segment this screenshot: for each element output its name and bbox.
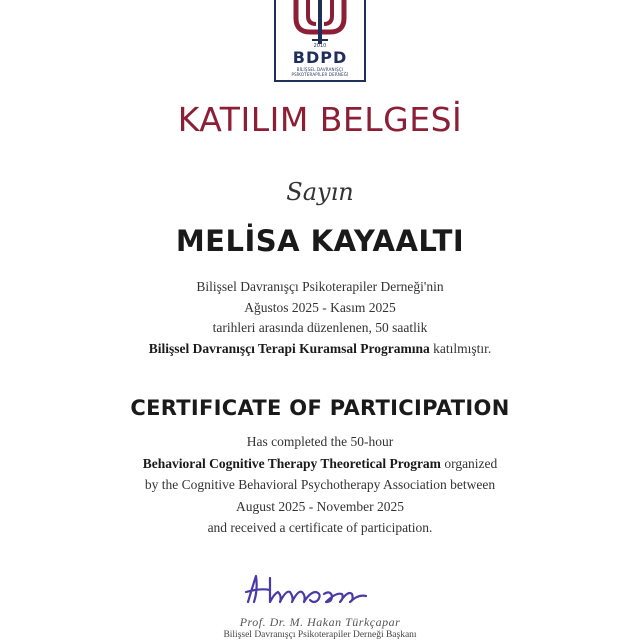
body-line: Ağustos 2025 - Kasım 2025 (244, 299, 396, 315)
body-line: tarihleri arasında düzenlenen, 50 saatlik (212, 320, 428, 335)
salutation: Sayın (286, 178, 354, 206)
body-line: Has completed the 50-hour (246, 434, 394, 449)
body-line: and received a certificate of participation. (207, 520, 433, 535)
logo-subtitle (280, 67, 360, 77)
body-line (0, 339, 640, 360)
body-line: by the Cognitive Behavioral Psychotherapy Association between (144, 477, 496, 492)
certificate-title-english: CERTIFICATE OF PARTICIPATION (130, 396, 510, 420)
certificate-title-turkish: KATILIM BELGESİ (177, 100, 463, 139)
psi-emblem-icon (276, 0, 364, 46)
english-body-text (0, 431, 640, 539)
body-line: Bilişsel Davranışçı Psikoterapiler Derneği'nin (196, 279, 444, 294)
program-name-english: Behavioral Cognitive Therapy Theoretical Program (142, 455, 441, 471)
association-logo (274, 0, 366, 82)
body-line: August 2025 - November 2025 (236, 498, 404, 514)
logo-year: 2010 (313, 43, 327, 49)
signer-title: Bilişsel Davranışçı Psikoterapiler Derneği Başkanı (223, 630, 417, 640)
signer-name: Prof. Dr. M. Hakan Türkçapar (239, 615, 401, 629)
body-line (0, 453, 640, 475)
program-name-turkish: Bilişsel Davranışçı Terapi Kuramsal Programına (148, 340, 430, 356)
recipient-name: MELİSA KAYAALTI (175, 224, 465, 258)
signature-image (240, 568, 400, 612)
body-line-end: katılmıştır. (429, 340, 492, 356)
logo-subtitle-line: BİLİŞSEL DAVRANIŞÇI (296, 67, 344, 72)
body-line-end: organized (440, 455, 498, 471)
logo-abbreviation: BDPD (292, 48, 348, 67)
logo-subtitle-line: PSİKOTERAPİLER DERNEĞİ (291, 72, 349, 77)
turkish-body-text (0, 277, 640, 359)
